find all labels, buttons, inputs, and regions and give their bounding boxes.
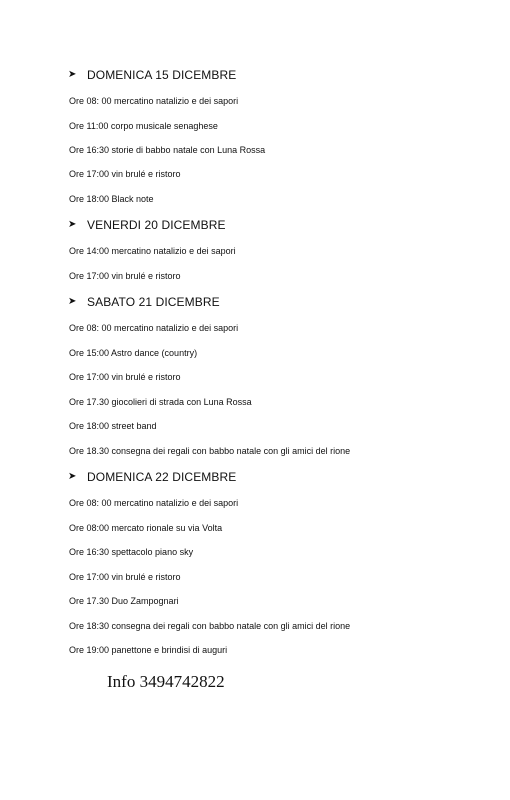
schedule-item: Ore 14:00 mercatino natalizio e dei sapori	[69, 246, 236, 256]
day-title: DOMENICA 15 DICEMBRE	[87, 68, 237, 82]
schedule-item: Ore 08: 00 mercatino natalizio e dei sapori	[69, 323, 239, 333]
day-heading	[68, 295, 220, 309]
schedule-item: Ore 17.30 giocolieri di strada con Luna Rossa	[69, 397, 252, 407]
day-title: VENERDI 20 DICEMBRE	[87, 218, 226, 232]
schedule-item: Ore 17.30 Duo Zampognari	[69, 596, 179, 606]
arrow-bullet-icon: ➤	[68, 296, 77, 307]
schedule-item: Ore 15:00 Astro dance (country)	[69, 348, 198, 358]
schedule-item: Ore 17:00 vin brulé e ristoro	[69, 271, 181, 281]
day-title: DOMENICA 22 DICEMBRE	[87, 470, 237, 484]
day-title: SABATO 21 DICEMBRE	[87, 295, 220, 309]
schedule-item: Ore 08:00 mercato rionale su via Volta	[69, 523, 223, 533]
info-contact: Info 3494742822	[107, 672, 225, 691]
day-heading	[68, 68, 236, 82]
schedule-item: Ore 17:00 vin brulé e ristoro	[69, 372, 181, 382]
schedule-item: Ore 18:30 consegna dei regali con babbo natale con gli amici del rione	[69, 621, 351, 631]
schedule-item: Ore 08: 00 mercatino natalizio e dei sapori	[69, 96, 239, 106]
arrow-bullet-icon: ➤	[68, 69, 77, 80]
schedule-item: Ore 16:30 storie di babbo natale con Luna Rossa	[69, 145, 266, 155]
schedule-item: Ore 17:00 vin brulé e ristoro	[69, 572, 181, 582]
schedule-item: Ore 19:00 panettone e brindisi di auguri	[69, 645, 228, 655]
schedule-item: Ore 18:00 Black note	[69, 194, 154, 204]
schedule-item: Ore 18.30 consegna dei regali con babbo natale con gli amici del rione	[69, 446, 351, 456]
day-heading	[68, 470, 236, 484]
schedule-item: Ore 17:00 vin brulé e ristoro	[69, 169, 181, 179]
arrow-bullet-icon: ➤	[68, 219, 77, 230]
arrow-bullet-icon: ➤	[68, 471, 77, 482]
day-heading	[68, 218, 226, 232]
schedule-item: Ore 11:00 corpo musicale senaghese	[69, 121, 218, 131]
schedule-item: Ore 08: 00 mercatino natalizio e dei sapori	[69, 498, 239, 508]
schedule-item: Ore 16:30 spettacolo piano sky	[69, 547, 194, 557]
schedule-item: Ore 18:00 street band	[69, 421, 157, 431]
